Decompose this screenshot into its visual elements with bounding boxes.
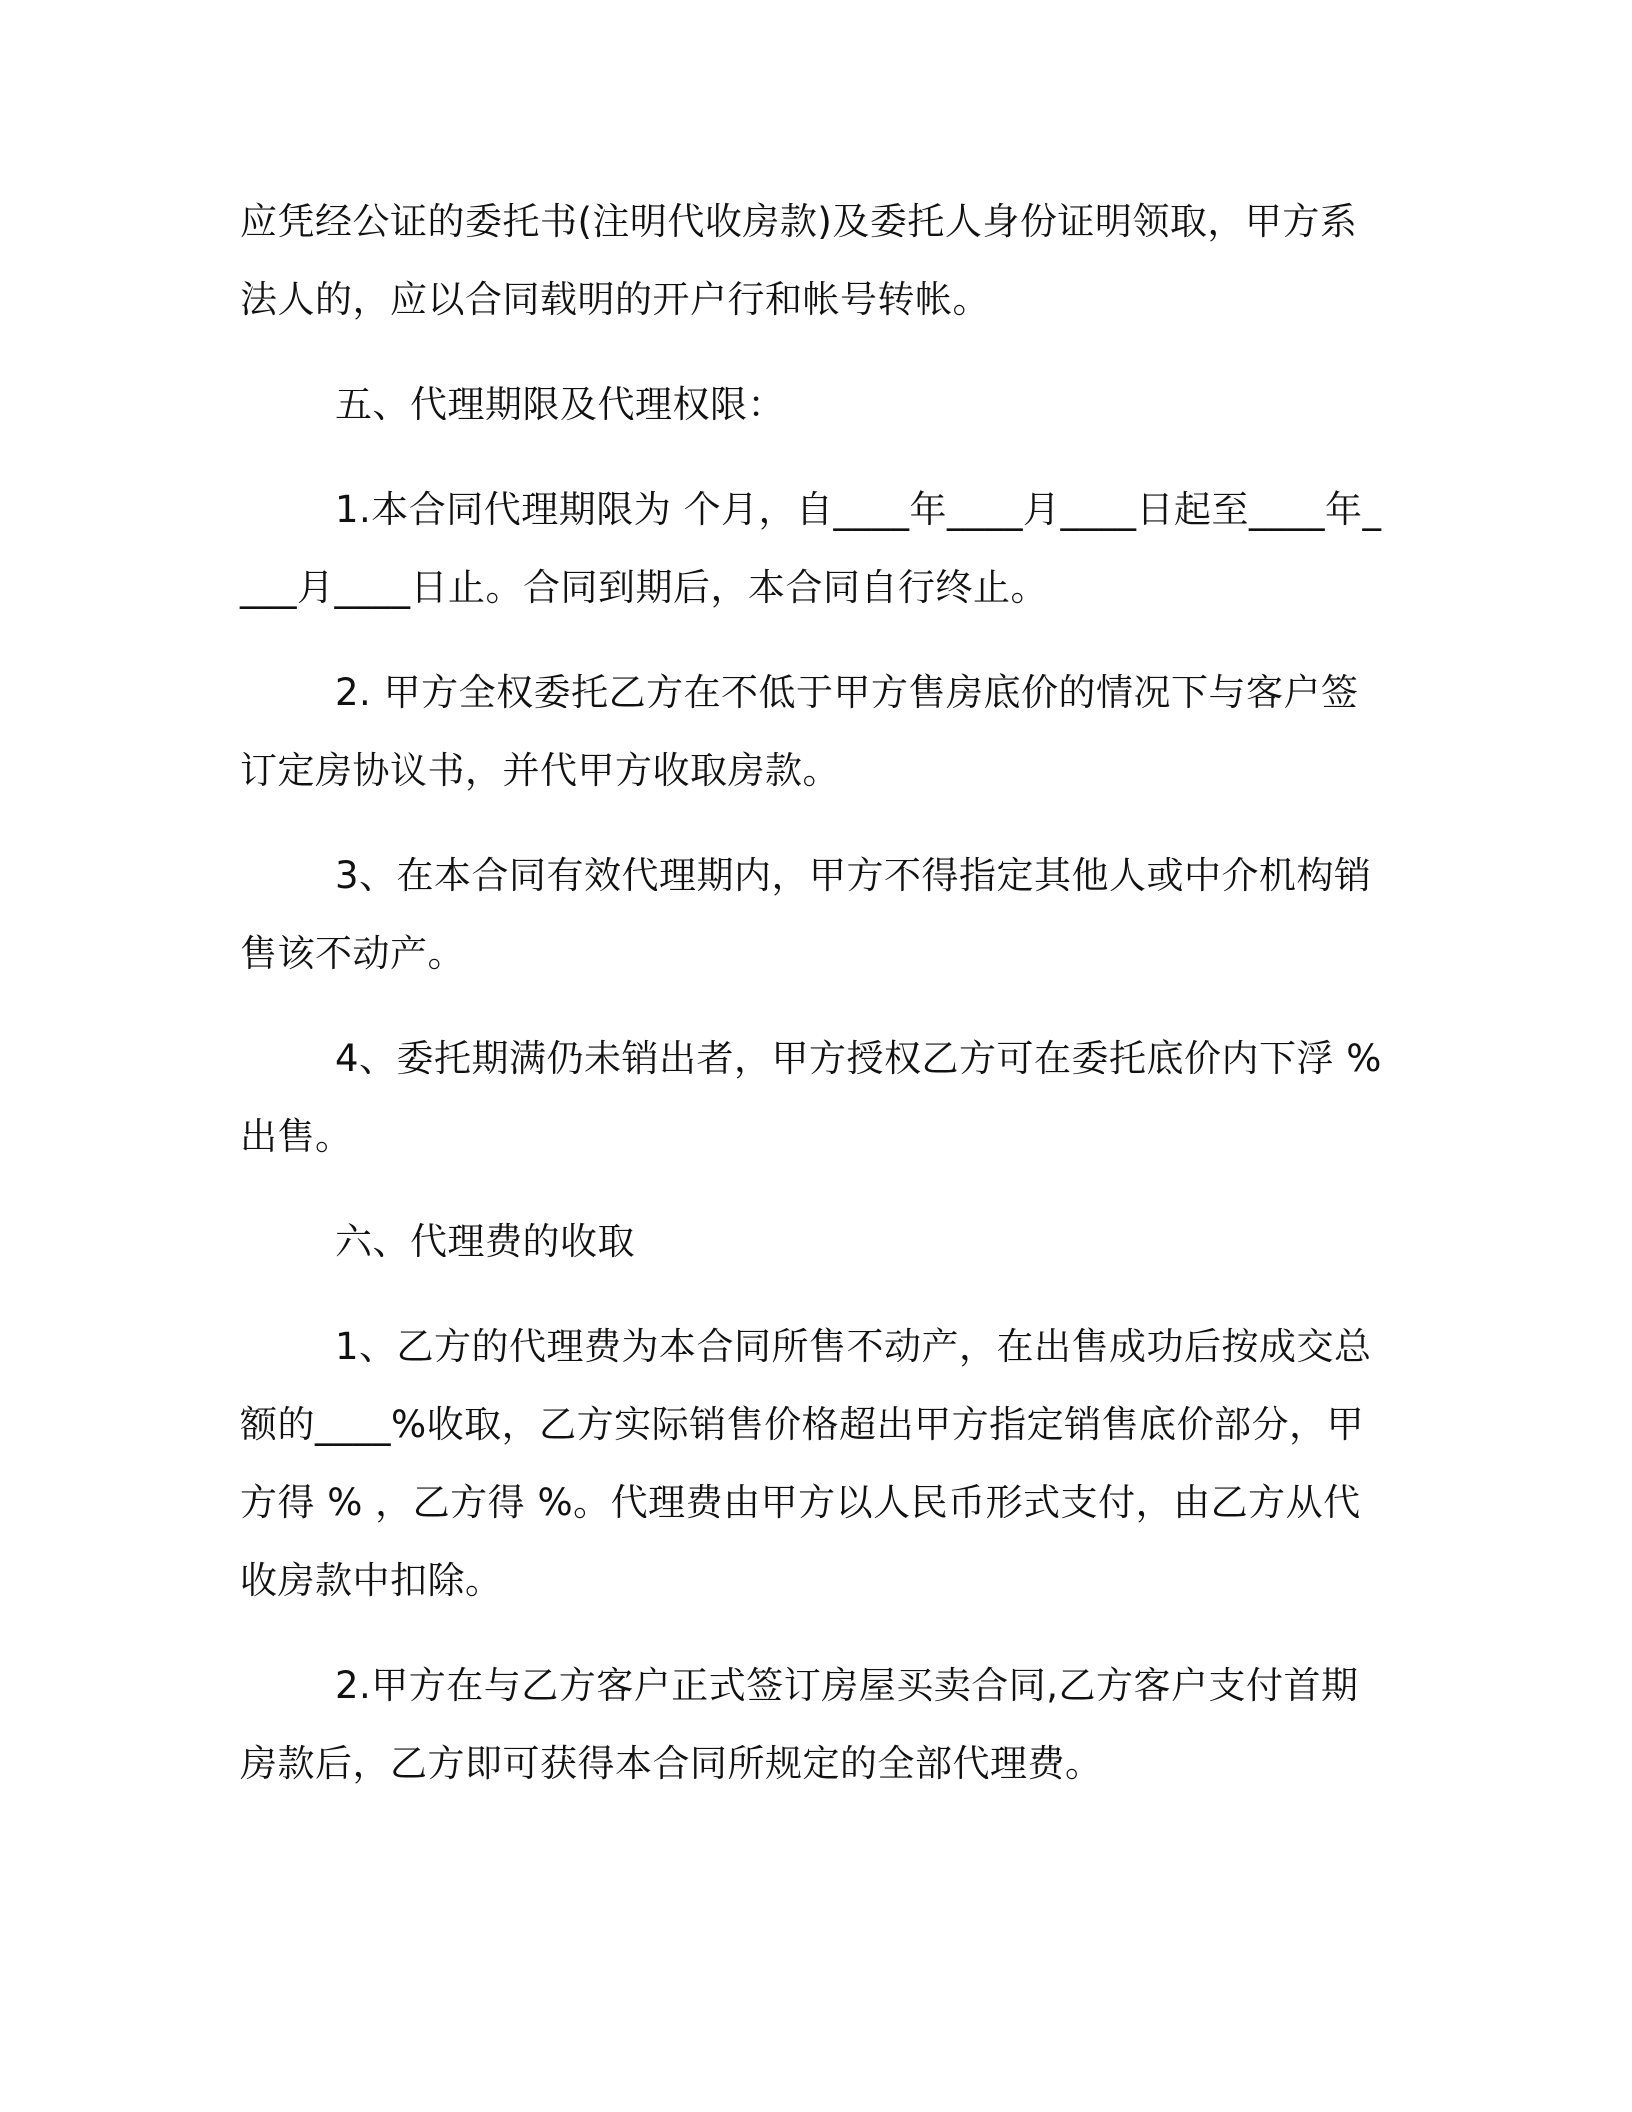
clause-6-1: 1、乙方的代理费为本合同所售不动产，在出售成功后按成交总额的____%收取，乙方实际销售价格超出甲方指定销售底价部分，甲方得 % ，乙方得 %。代理费由甲方以人民币形式支付，由乙方从代收房款中扣除。 — [240, 1325, 1372, 1602]
section-heading-six: 六、代理费的收取 — [335, 1220, 635, 1263]
section-heading-five: 五、代理期限及代理权限： — [335, 383, 785, 426]
clause-5-1: 1.本合同代理期限为 个月，自____年____月____日起至____年____月____日止。合同到期后，本合同自行终止。 — [240, 488, 1382, 609]
document-body — [240, 183, 1390, 1830]
clause-6-2: 2.甲方在与乙方客户正式签订房屋买卖合同,乙方客户支付首期房款后，乙方即可获得本合同所规定的全部代理费。 — [240, 1664, 1359, 1785]
paragraph-continuation: 应凭经公证的委托书(注明代收房款)及委托人身份证明领取，甲方系法人的，应以合同载明的开户行和帐号转帐。 — [240, 200, 1358, 321]
clause-5-2: 2. 甲方全权委托乙方在不低于甲方售房底价的情况下与客户签订定房协议书，并代甲方收取房款。 — [240, 671, 1359, 792]
clause-5-4: 4、委托期满仍未销出者，甲方授权乙方可在委托底价内下浮 % 出售。 — [240, 1037, 1382, 1158]
clause-5-3: 3、在本合同有效代理期内，甲方不得指定其他人或中介机构销售该不动产。 — [240, 854, 1372, 975]
